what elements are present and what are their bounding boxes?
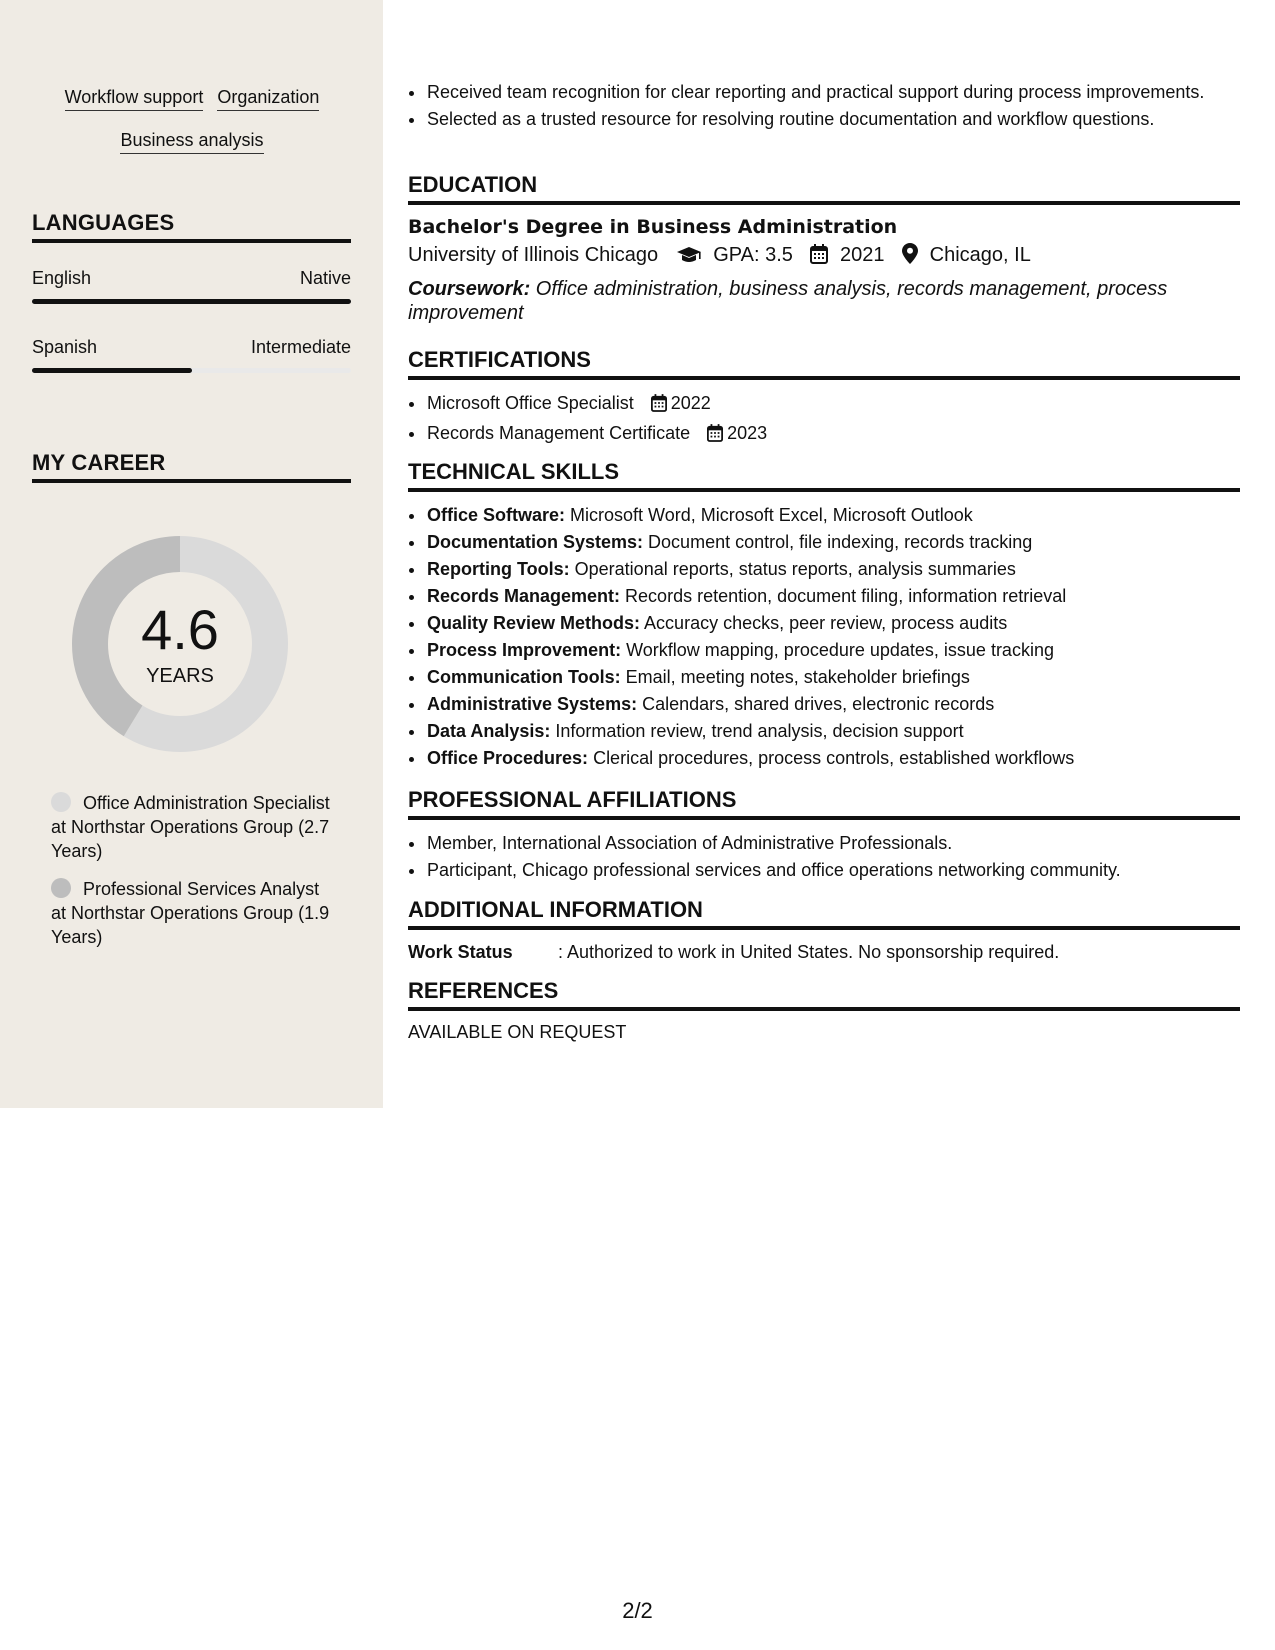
career-legend-dot	[51, 878, 71, 898]
certification-year: 2022	[670, 393, 711, 413]
career-item-text: Office Administration Specialist at Northstar Operations Group (2.7 Years)	[51, 793, 330, 861]
language-name: Spanish	[32, 337, 98, 357]
graduation-cap-icon	[676, 245, 702, 271]
skill-label: Data Analysis:	[427, 721, 551, 741]
certification-item	[426, 421, 1240, 448]
list-item: • Received team recognition for clear reporting and practical support during process improvements.	[426, 80, 1240, 104]
skill-label: Office Procedures:	[427, 748, 589, 768]
career-legend-dot	[51, 792, 71, 812]
affiliation-item: • Member, International Association of Administrative Professionals.	[426, 830, 1240, 857]
language-level: Intermediate	[250, 337, 351, 357]
skill-label: Documentation Systems:	[427, 532, 644, 552]
skill-value: Operational reports, status reports, analysis summaries	[569, 559, 1016, 579]
coursework	[408, 277, 1240, 325]
sidebar	[0, 0, 383, 1108]
skill-value: Clerical procedures, process controls, established workflows	[588, 748, 1075, 768]
language-bar-spanish	[32, 368, 351, 373]
skill-value: Microsoft Word, Microsoft Excel, Microsoft Outlook	[565, 505, 973, 525]
coursework-text: Office administration, business analysis, records management, process improvement	[408, 278, 1168, 324]
skill-value: Document control, file indexing, records tracking	[643, 532, 1033, 552]
education-entry	[408, 216, 1240, 325]
certification-name: Records Management Certificate	[427, 423, 691, 443]
career-total-years: 4.6	[141, 598, 219, 661]
skill-item	[426, 556, 1240, 583]
graduation-year: 2021	[840, 244, 885, 266]
certifications-list	[408, 391, 1240, 448]
affiliations-heading: PROFESSIONAL AFFILIATIONS	[408, 787, 1240, 820]
skill-item	[426, 529, 1240, 556]
skill-tag: Business analysis	[120, 129, 263, 154]
skill-tag: Workflow support	[65, 86, 204, 111]
skill-value: Accuracy checks, peer review, process audits	[640, 613, 1008, 633]
skill-item	[426, 745, 1240, 772]
skill-label: Administrative Systems:	[427, 694, 638, 714]
language-level: Native	[299, 268, 351, 288]
skill-item	[426, 583, 1240, 610]
career-years-label: YEARS	[146, 665, 214, 687]
calendar-icon	[707, 424, 723, 448]
skill-item	[426, 718, 1240, 745]
skill-item	[426, 691, 1240, 718]
skill-value: Workflow mapping, procedure updates, issue tracking	[621, 640, 1054, 660]
language-bar-fill	[32, 299, 351, 304]
education-details	[408, 242, 1240, 271]
career-item	[51, 791, 331, 863]
gpa: GPA: 3.5	[713, 244, 793, 266]
skill-tags	[32, 86, 352, 172]
page-number: 2/2	[622, 1598, 653, 1623]
degree-title: Bachelor's Degree in Business Administration	[408, 216, 898, 238]
education-heading: EDUCATION	[408, 172, 1240, 205]
skill-item	[426, 637, 1240, 664]
skill-value: Information review, trend analysis, decision support	[550, 721, 964, 741]
skill-label: Quality Review Methods:	[427, 613, 641, 633]
references-text: AVAILABLE ON REQUEST	[408, 1022, 627, 1042]
skill-label: Reporting Tools:	[427, 559, 570, 579]
work-status-row	[408, 940, 1240, 964]
technical-skills-heading: TECHNICAL SKILLS	[408, 459, 1240, 492]
calendar-icon	[651, 394, 667, 418]
affiliation-item: • Participant, Chicago professional services and office operations networking community.	[426, 857, 1240, 884]
language-bar-english	[32, 299, 351, 304]
skill-item	[426, 502, 1240, 529]
skill-value: Email, meeting notes, stakeholder briefings	[620, 667, 970, 687]
skill-item	[426, 664, 1240, 691]
school-name: University of Illinois Chicago	[408, 244, 659, 266]
skill-label: Communication Tools:	[427, 667, 621, 687]
skill-label: Process Improvement:	[427, 640, 622, 660]
language-row-english	[32, 268, 351, 289]
skill-item	[426, 610, 1240, 637]
achievements-list	[408, 80, 1240, 131]
language-name: English	[32, 268, 92, 288]
school-location: Chicago, IL	[929, 244, 1031, 266]
work-status-label: Work Status	[408, 942, 513, 962]
career-heading: MY CAREER	[32, 450, 351, 483]
list-item: • Selected as a trusted resource for resolving routine documentation and workflow questions.	[426, 107, 1240, 131]
languages-heading: LANGUAGES	[32, 210, 351, 243]
certifications-heading: CERTIFICATIONS	[408, 347, 1240, 380]
skill-value: Records retention, document filing, information retrieval	[620, 586, 1067, 606]
skill-label: Records Management:	[427, 586, 621, 606]
affiliations-list	[408, 830, 1240, 884]
location-pin-icon	[902, 243, 918, 271]
work-status-value: : Authorized to work in United States. No sponsorship required.	[558, 942, 1060, 962]
calendar-icon	[810, 244, 828, 271]
skill-value: Calendars, shared drives, electronic records	[637, 694, 995, 714]
career-item	[51, 877, 331, 949]
coursework-label: Coursework:	[408, 278, 531, 300]
certification-item	[426, 391, 1240, 418]
additional-info-heading: ADDITIONAL INFORMATION	[408, 897, 1240, 930]
career-item-text: Professional Services Analyst at Northstar Operations Group (1.9 Years)	[51, 879, 330, 947]
certification-year: 2023	[727, 423, 768, 443]
certification-name: Microsoft Office Specialist	[427, 393, 634, 413]
skill-label: Office Software:	[427, 505, 566, 525]
language-bar-fill	[32, 368, 192, 373]
technical-skills-list	[408, 502, 1240, 772]
language-row-spanish	[32, 337, 351, 358]
skill-tag: Organization	[217, 86, 319, 111]
references-heading: REFERENCES	[408, 978, 1240, 1011]
